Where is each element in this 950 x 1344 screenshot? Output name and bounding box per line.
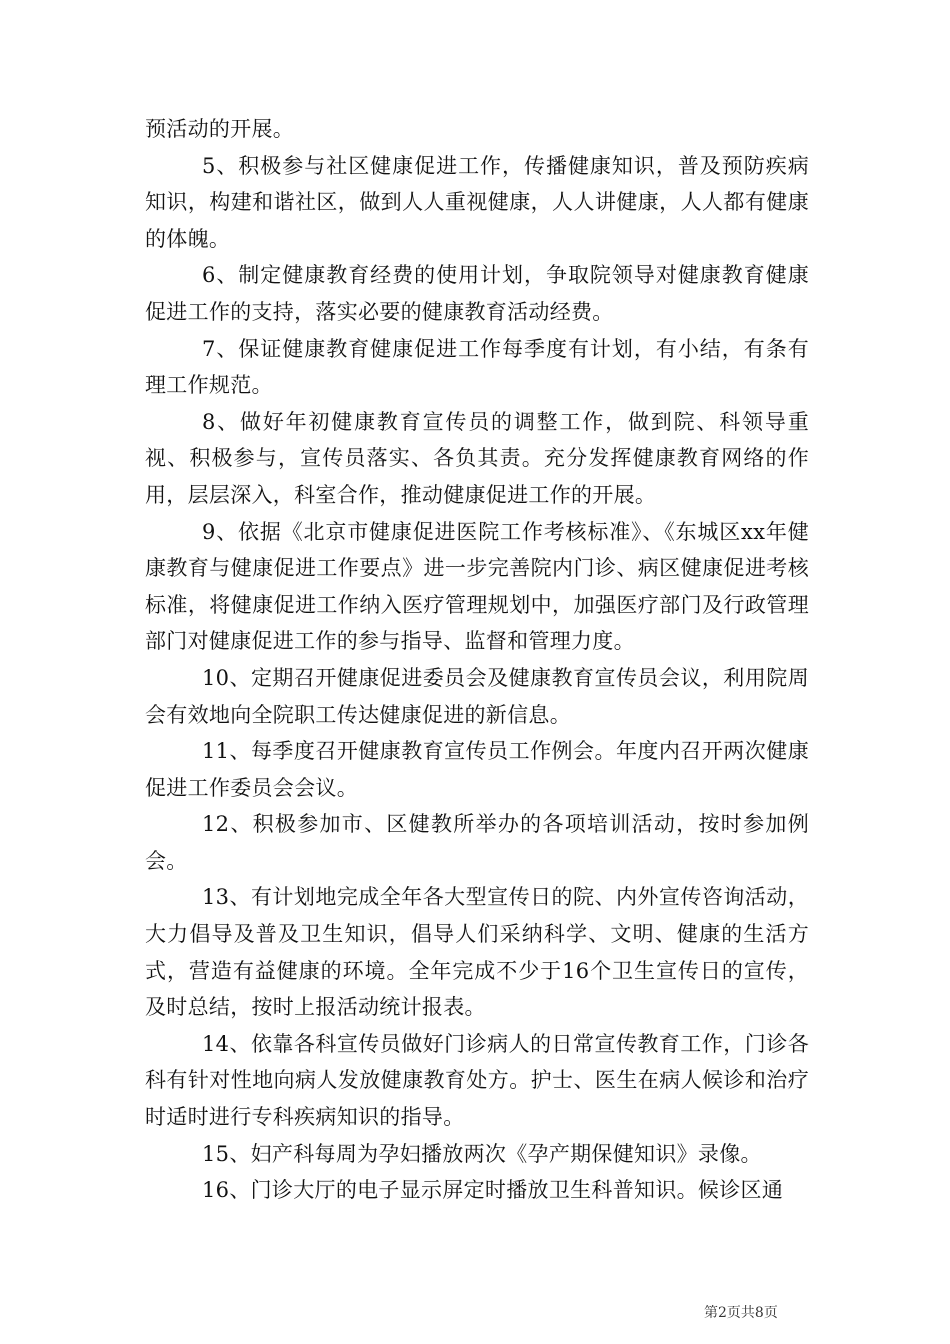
document-body	[145, 111, 809, 1209]
paragraph-item-7: 7、保证健康教育健康促进工作每季度有计划，有小结，有条有理工作规范。	[145, 336, 809, 398]
paragraph-item-11: 11、每季度召开健康教育宣传员工作例会。年度内召开两次健康促进工作委员会会议。	[145, 739, 809, 800]
paragraph-item-6: 6、制定健康教育经费的使用计划，争取院领导对健康教育健康促进工作的支持，落实必要的健康教育活动经费。	[145, 263, 809, 324]
paragraph-item-16: 16、门诊大厅的电子显示屏定时播放卫生科普知识。候诊区通	[202, 1178, 784, 1203]
paragraph-continuation: 预活动的开展。	[145, 117, 295, 141]
paragraph-item-13: 13、有计划地完成全年各大型宣传日的院、内外宣传咨询活动，大力倡导及普及卫生知识，倡导人们采纳科学、文明、健康的生活方式，营造有益健康的环境。全年完成不少于16个卫生宣传日的宣传，及时总结，按时上报活动统计报表。	[145, 885, 809, 1020]
paragraph-item-5: 5、积极参与社区健康促进工作，传播健康知识，普及预防疾病知识，构建和谐社区，做到人人重视健康，人人讲健康，人人都有健康的体魄。	[145, 153, 809, 251]
page-number-label: 第2页共8页	[704, 1305, 778, 1321]
paragraph-item-10: 10、定期召开健康促进委员会及健康教育宣传员会议，利用院周会有效地向全院职工传达健康促进的新信息。	[145, 665, 809, 727]
page-number-footer	[704, 1302, 778, 1322]
paragraph-item-14: 14、依靠各科宣传员做好门诊病人的日常宣传教育工作，门诊各科有针对性地向病人发放健康教育处方。护士、医生在病人候诊和治疗时适时进行专科疾病知识的指导。	[145, 1031, 809, 1130]
paragraph-item-8: 8、做好年初健康教育宣传员的调整工作，做到院、科领导重视、积极参与，宣传员落实、各负其责。充分发挥健康教育网络的作用，层层深入，科室合作，推动健康促进工作的开展。	[145, 409, 809, 507]
paragraph-item-12: 12、积极参加市、区健教所举办的各项培训活动，按时参加例会。	[145, 812, 809, 873]
paragraph-item-15: 15、妇产科每周为孕妇播放两次《孕产期保健知识》录像。	[202, 1141, 762, 1166]
paragraph-item-9: 9、依据《北京市健康促进医院工作考核标准》、《东城区xx年健康教育与健康促进工作要点》进一步完善院内门诊、病区健康促进考核标准，将健康促进工作纳入医疗管理规划中，加强医疗部门及行政管理部门对健康促进工作的参与指导、监督和管理力度。	[145, 519, 809, 654]
